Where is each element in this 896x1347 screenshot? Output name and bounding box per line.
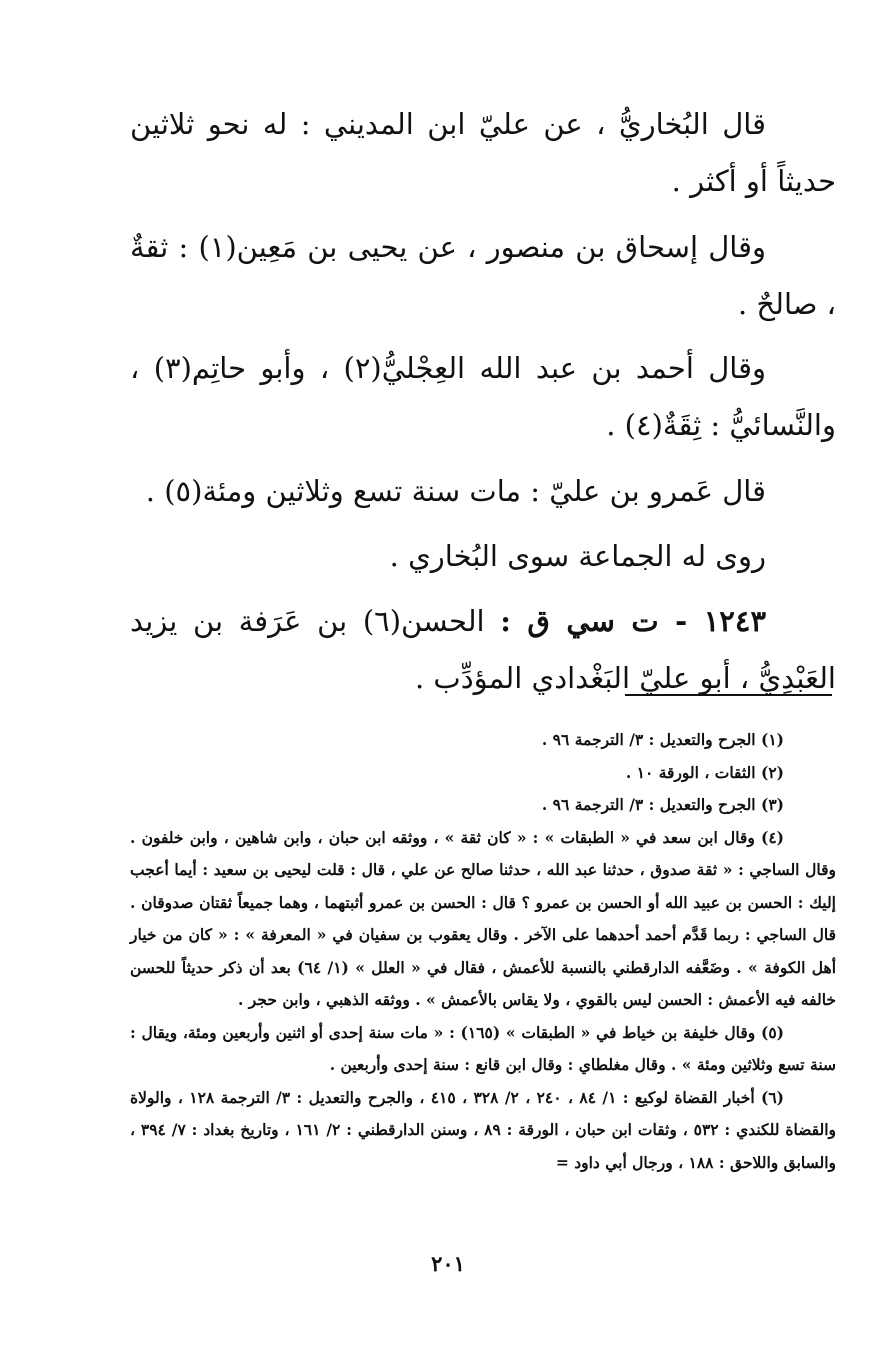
footnote-3: (٣) الجرح والتعديل : ٣/ الترجمة ٩٦ . [541,795,784,814]
paragraph-1: قال البُخاريُّ ، عن عليّ ابن المديني : له نحو ثلاثين حديثاً أو أكثر . [130,107,836,198]
footnote-6: (٦) أخبار القضاة لوكيع : ١/ ٨٤ ، ٢٤٠ ، ٢/ ٣٢٨ ، ٤١٥ ، والجرح والتعديل : ٣/ الترجمة ١٢٨ ، والولاة والقضاة للكندي : ٥٣٢ ، وثقات ابن حبان ، الورقة : ٨٩ ، وسنن الدارقطني : ٢/ ١٦١ ، وتاريخ بغداد : ٧/ ٣٩٤ ، والسابق واللاحق : ١٨٨ ، ورجال أبي داود = [130,1087,837,1172]
page-number: ٢٠١ [431,1251,465,1276]
footnote-1: (١) الجرح والتعديل : ٣/ الترجمة ٩٦ . [541,730,784,749]
entry-name: الحسن(٦) بن عَرَفة بن يزيد العَبْدِيُّ ، أبو عليّ البَغْدادي المؤدِّب . [130,604,836,695]
footnotes [130,724,836,1179]
biography-entry [130,593,836,707]
footnote-separator [625,694,832,696]
paragraph-5: روى له الجماعة سوى البُخاري . [389,539,766,573]
footnote-5: (٥) وقال خليفة بن خياط في « الطبقات » (١٦٥) : « مات سنة إحدى أو اثنين وأربعين ومئة، ويقال : سنة تسع وثلاثين ومئة » . وقال مغلطاي : وقال ابن قانع : سنة إحدى وأربعين . [130,1022,836,1074]
footnote-2: (٢) الثقات ، الورقة ١٠ . [625,762,784,782]
paragraph-3: وقال أحمد بن عبد الله العِجْليُّ(٢) ، وأبو حاتِم(٣) ، والنَّسائيُّ : ثِقَةٌ(٤) . [130,351,836,442]
main-text [130,96,836,707]
footnote-4: (٤) وقال ابن سعد في « الطبقات » : « كان ثقة » ، ووثقه ابن حبان ، وابن شاهين ، وابن خلفون . وقال الساجي : « ثقة صدوق ، حدثنا عبد الله ، حدثنا صالح عن علي ، قال : قلت ليحيى بن سعيد : أيما أعجب إليك : الحسن بن عبيد الله أو الحسن بن عمرو ؟ قال : الحسن بن عمرو أثبتهما ، وهما جميعاً ثقتان صدوقان . قال الساجي : ربما قَدَّم أحمد أحدهما على الآخر . وقال يعقوب بن سفيان في « المعرفة » : « كان من خيار أهل الكوفة » . وضَعَّفه الدارقطني بالنسبة للأعمش ، فقال في « العلل » (١/ ٦٤) بعد أن ذكر حديثاً للحسن خالفه فيه الأعمش : الحسن ليس بالقوي ، ولا يقاس بالأعمش » . ووثقه الذهبي ، وابن حجر . [130,827,837,1009]
paragraph-2: وقال إسحاق بن منصور ، عن يحيى بن مَعِين(١) : ثقةٌ ، صالحٌ . [130,230,836,321]
paragraph-4: قال عَمرو بن عليّ : مات سنة تسع وثلاثين ومئة(٥) . [145,474,766,508]
entry-number: ١٢٤٣ - ت سي ق : [500,604,767,638]
